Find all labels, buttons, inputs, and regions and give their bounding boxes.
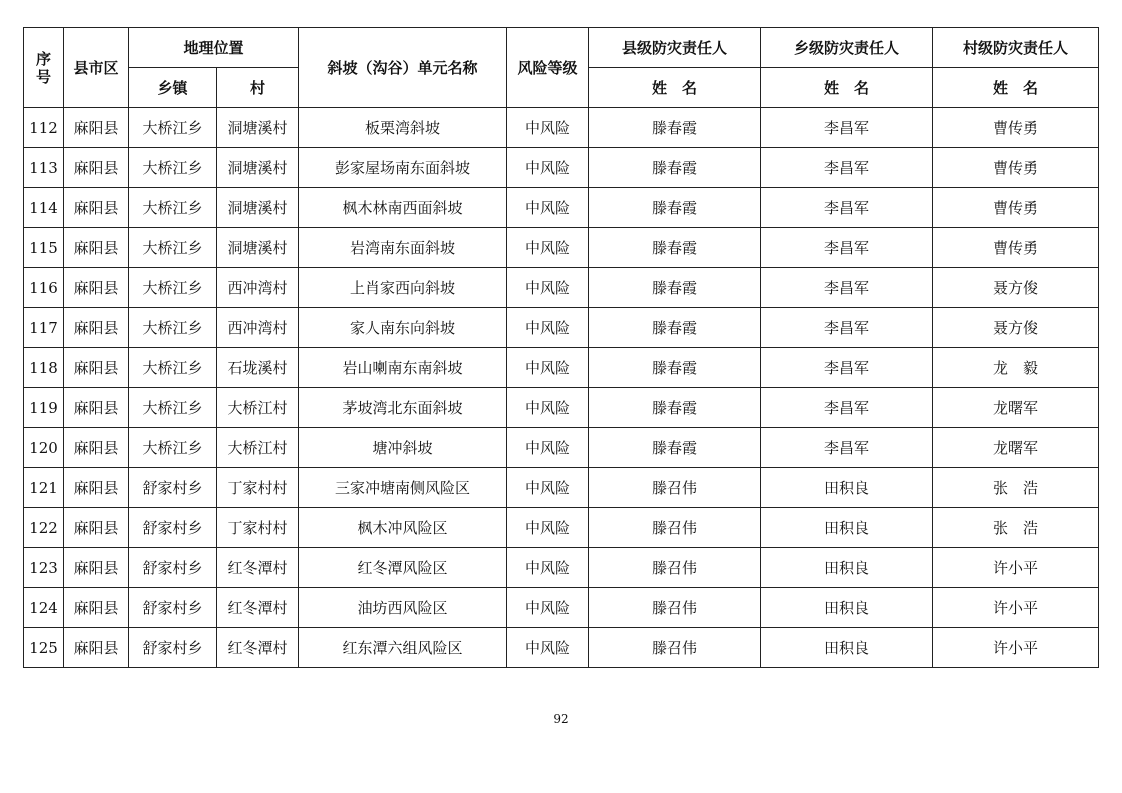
header-seq [24, 28, 64, 108]
cell-township: 大桥江乡 [129, 388, 217, 428]
cell-unit-name: 板栗湾斜坡 [299, 108, 507, 148]
header-county-name-label: 姓 名 [589, 68, 761, 108]
cell-seq: 114 [24, 188, 64, 228]
cell-risk-level: 中风险 [507, 588, 589, 628]
cell-township-person: 田积良 [761, 588, 933, 628]
cell-county-person: 滕春霞 [589, 348, 761, 388]
cell-village-person: 许小平 [933, 588, 1099, 628]
cell-unit-name: 茅坡湾北东面斜坡 [299, 388, 507, 428]
cell-unit-name: 枫木林南西面斜坡 [299, 188, 507, 228]
cell-seq: 119 [24, 388, 64, 428]
cell-township-person: 田积良 [761, 468, 933, 508]
cell-risk-level: 中风险 [507, 108, 589, 148]
cell-township-person: 李昌军 [761, 428, 933, 468]
cell-county-person: 滕召伟 [589, 508, 761, 548]
cell-county: 麻阳县 [64, 468, 129, 508]
cell-seq: 124 [24, 588, 64, 628]
cell-unit-name: 岩湾南东面斜坡 [299, 228, 507, 268]
cell-unit-name: 红东潭六组风险区 [299, 628, 507, 668]
cell-risk-level: 中风险 [507, 228, 589, 268]
cell-unit-name: 上肖家西向斜坡 [299, 268, 507, 308]
table-row [24, 548, 1099, 588]
cell-county: 麻阳县 [64, 548, 129, 588]
header-seq-text: 序 号 [35, 49, 51, 86]
cell-county-person: 滕召伟 [589, 468, 761, 508]
cell-risk-level: 中风险 [507, 148, 589, 188]
cell-village: 丁家村村 [217, 468, 299, 508]
cell-county-person: 滕召伟 [589, 548, 761, 588]
cell-seq: 125 [24, 628, 64, 668]
table-row [24, 188, 1099, 228]
table-row [24, 628, 1099, 668]
cell-township-person: 李昌军 [761, 188, 933, 228]
cell-county-person: 滕春霞 [589, 308, 761, 348]
cell-township: 大桥江乡 [129, 428, 217, 468]
cell-village-person: 张 浩 [933, 468, 1099, 508]
cell-township: 大桥江乡 [129, 348, 217, 388]
cell-risk-level: 中风险 [507, 548, 589, 588]
cell-county-person: 滕春霞 [589, 108, 761, 148]
cell-county-person: 滕春霞 [589, 228, 761, 268]
cell-risk-level: 中风险 [507, 468, 589, 508]
cell-village-person: 龙曙军 [933, 428, 1099, 468]
cell-unit-name: 岩山喇南东南斜坡 [299, 348, 507, 388]
cell-county: 麻阳县 [64, 188, 129, 228]
cell-seq: 118 [24, 348, 64, 388]
cell-township-person: 李昌军 [761, 228, 933, 268]
table-row [24, 148, 1099, 188]
header-location: 地理位置 [129, 28, 299, 68]
table-row [24, 348, 1099, 388]
cell-village: 石垅溪村 [217, 348, 299, 388]
cell-county: 麻阳县 [64, 228, 129, 268]
cell-township-person: 田积良 [761, 508, 933, 548]
cell-unit-name: 家人南东向斜坡 [299, 308, 507, 348]
table-row [24, 468, 1099, 508]
cell-county: 麻阳县 [64, 388, 129, 428]
cell-township: 大桥江乡 [129, 188, 217, 228]
table-row [24, 588, 1099, 628]
cell-county: 麻阳县 [64, 148, 129, 188]
cell-seq: 117 [24, 308, 64, 348]
cell-village: 西冲湾村 [217, 268, 299, 308]
cell-county: 麻阳县 [64, 428, 129, 468]
cell-village: 大桥江村 [217, 388, 299, 428]
cell-seq: 112 [24, 108, 64, 148]
cell-county: 麻阳县 [64, 348, 129, 388]
cell-village-person: 曹传勇 [933, 148, 1099, 188]
cell-township: 大桥江乡 [129, 108, 217, 148]
table-row [24, 388, 1099, 428]
header-township-responsible: 乡级防灾责任人 [761, 28, 933, 68]
cell-village: 西冲湾村 [217, 308, 299, 348]
header-county: 县市区 [64, 28, 129, 108]
cell-unit-name: 塘冲斜坡 [299, 428, 507, 468]
cell-township-person: 李昌军 [761, 148, 933, 188]
table-row [24, 108, 1099, 148]
header-village-name-label: 姓 名 [933, 68, 1099, 108]
table-row [24, 508, 1099, 548]
cell-township: 大桥江乡 [129, 308, 217, 348]
cell-village: 红冬潭村 [217, 548, 299, 588]
page-number: 92 [553, 712, 569, 726]
cell-village: 洞塘溪村 [217, 188, 299, 228]
cell-village-person: 曹传勇 [933, 188, 1099, 228]
cell-village: 大桥江村 [217, 428, 299, 468]
cell-township-person: 李昌军 [761, 308, 933, 348]
cell-county: 麻阳县 [64, 588, 129, 628]
cell-seq: 122 [24, 508, 64, 548]
cell-township: 大桥江乡 [129, 228, 217, 268]
cell-risk-level: 中风险 [507, 308, 589, 348]
cell-village-person: 曹传勇 [933, 228, 1099, 268]
cell-village: 丁家村村 [217, 508, 299, 548]
cell-village-person: 曹传勇 [933, 108, 1099, 148]
header-village: 村 [217, 68, 299, 108]
cell-township-person: 李昌军 [761, 268, 933, 308]
cell-unit-name: 枫木冲风险区 [299, 508, 507, 548]
cell-village-person: 张 浩 [933, 508, 1099, 548]
cell-risk-level: 中风险 [507, 388, 589, 428]
cell-township: 大桥江乡 [129, 148, 217, 188]
cell-village: 洞塘溪村 [217, 228, 299, 268]
cell-county-person: 滕春霞 [589, 188, 761, 228]
table-row [24, 308, 1099, 348]
responsibility-table [23, 27, 1099, 668]
cell-risk-level: 中风险 [507, 268, 589, 308]
header-village-responsible: 村级防灾责任人 [933, 28, 1099, 68]
cell-risk-level: 中风险 [507, 348, 589, 388]
cell-village: 洞塘溪村 [217, 148, 299, 188]
cell-unit-name: 红冬潭风险区 [299, 548, 507, 588]
cell-township-person: 田积良 [761, 628, 933, 668]
cell-township: 舒家村乡 [129, 628, 217, 668]
cell-township: 舒家村乡 [129, 508, 217, 548]
cell-county-person: 滕春霞 [589, 148, 761, 188]
cell-seq: 113 [24, 148, 64, 188]
cell-village-person: 许小平 [933, 628, 1099, 668]
cell-seq: 115 [24, 228, 64, 268]
cell-county: 麻阳县 [64, 508, 129, 548]
cell-village-person: 龙曙军 [933, 388, 1099, 428]
cell-county: 麻阳县 [64, 108, 129, 148]
table-row [24, 428, 1099, 468]
cell-township: 舒家村乡 [129, 548, 217, 588]
cell-unit-name: 彭家屋场南东面斜坡 [299, 148, 507, 188]
cell-township-person: 田积良 [761, 548, 933, 588]
cell-county: 麻阳县 [64, 628, 129, 668]
cell-seq: 116 [24, 268, 64, 308]
cell-village-person: 聂方俊 [933, 268, 1099, 308]
table-row [24, 268, 1099, 308]
cell-seq: 121 [24, 468, 64, 508]
header-unit-name: 斜坡（沟谷）单元名称 [299, 28, 507, 108]
table-body [24, 108, 1099, 668]
cell-county: 麻阳县 [64, 308, 129, 348]
cell-county-person: 滕春霞 [589, 268, 761, 308]
cell-county-person: 滕召伟 [589, 628, 761, 668]
cell-township-person: 李昌军 [761, 108, 933, 148]
cell-county: 麻阳县 [64, 268, 129, 308]
cell-village: 红冬潭村 [217, 588, 299, 628]
cell-township: 舒家村乡 [129, 468, 217, 508]
cell-village-person: 许小平 [933, 548, 1099, 588]
cell-county-person: 滕春霞 [589, 388, 761, 428]
header-risk-level: 风险等级 [507, 28, 589, 108]
cell-risk-level: 中风险 [507, 628, 589, 668]
cell-township-person: 李昌军 [761, 348, 933, 388]
cell-township: 大桥江乡 [129, 268, 217, 308]
cell-risk-level: 中风险 [507, 188, 589, 228]
cell-township-person: 李昌军 [761, 388, 933, 428]
cell-unit-name: 三家冲塘南侧风险区 [299, 468, 507, 508]
cell-risk-level: 中风险 [507, 508, 589, 548]
cell-village: 洞塘溪村 [217, 108, 299, 148]
cell-risk-level: 中风险 [507, 428, 589, 468]
cell-county-person: 滕召伟 [589, 588, 761, 628]
cell-village: 红冬潭村 [217, 628, 299, 668]
header-township: 乡镇 [129, 68, 217, 108]
cell-seq: 123 [24, 548, 64, 588]
header-township-name-label: 姓 名 [761, 68, 933, 108]
cell-seq: 120 [24, 428, 64, 468]
cell-village-person: 聂方俊 [933, 308, 1099, 348]
cell-county-person: 滕春霞 [589, 428, 761, 468]
cell-unit-name: 油坊西风险区 [299, 588, 507, 628]
cell-township: 舒家村乡 [129, 588, 217, 628]
cell-village-person: 龙 毅 [933, 348, 1099, 388]
table-row [24, 228, 1099, 268]
header-county-responsible: 县级防灾责任人 [589, 28, 761, 68]
